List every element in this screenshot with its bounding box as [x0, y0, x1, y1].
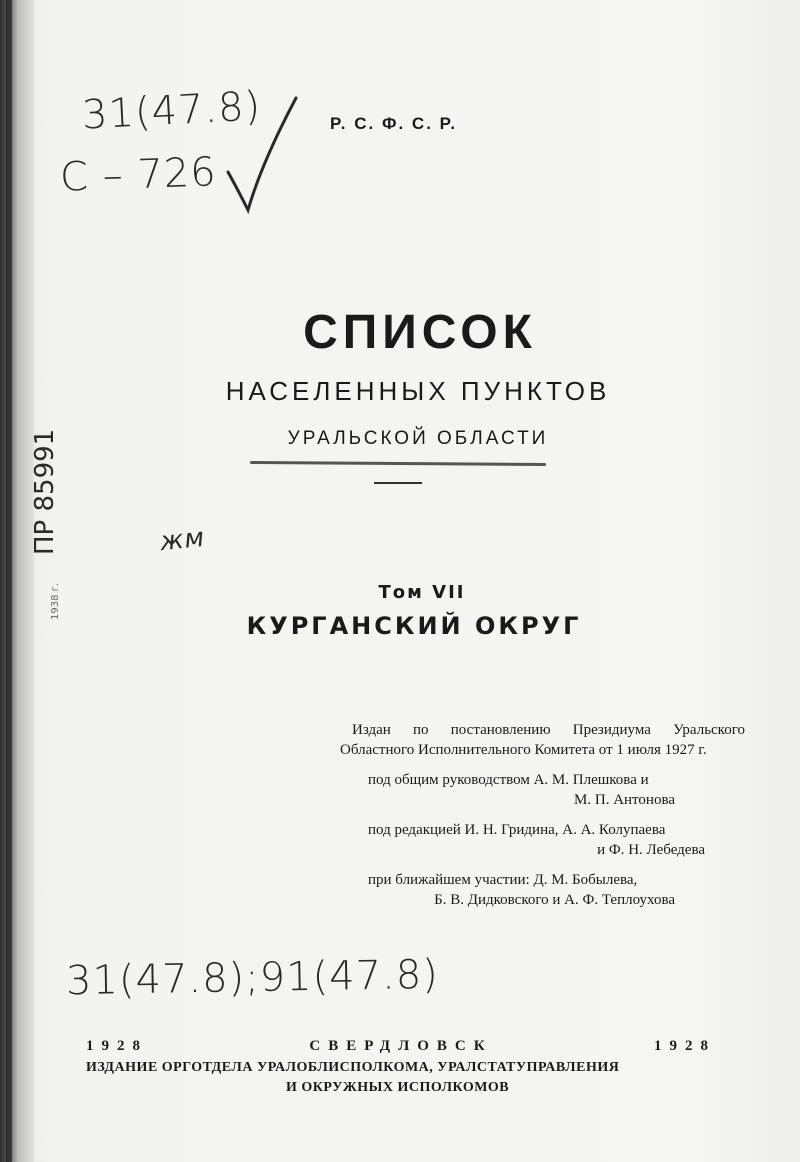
inventory-stamp: ПР 85991 — [30, 428, 60, 555]
credits-block — [340, 720, 745, 920]
country-header: Р. С. Ф. С. Р. — [330, 114, 458, 133]
imprint-city: СВЕРДЛОВСК — [309, 1038, 493, 1054]
book-subtitle-1: НАСЕЛЕННЫХ ПУНКТОВ — [225, 376, 611, 406]
book-subtitle-2: УРАЛЬСКОЙ ОБЛАСТИ — [287, 428, 549, 449]
volume-name: КУРГАНСКИЙ ОКРУГ — [246, 612, 582, 640]
book-title: СПИСОК — [303, 306, 537, 359]
checkmark-icon — [222, 92, 302, 222]
handwritten-code-second: С – 726 — [59, 149, 218, 201]
editors-line1: под редакцией И. Н. Гридина, А. А. Колупаева — [368, 822, 666, 838]
stamp-year: 1938 г. — [50, 582, 61, 620]
general-direction-line1: под общим руководством А. М. Плешкова и — [368, 772, 649, 788]
year-right: 1928 — [654, 1038, 716, 1054]
issued-note: Издан по постановлению Президиума Уральского Областного Исполнительного Комитета от 1 июля 1927 г. — [340, 722, 745, 758]
participation-line2: Б. В. Дидковского и А. Ф. Теплоухова — [434, 892, 675, 908]
handwritten-code-top: 31(47.8) — [80, 83, 263, 139]
publisher — [86, 1058, 716, 1098]
publisher-line2: И ОКРУЖНЫХ ИСПОЛКОМОВ — [286, 1080, 510, 1095]
handdrawn-underline — [250, 461, 546, 466]
participation — [340, 870, 745, 910]
editors — [340, 820, 745, 860]
volume-label: Том VII — [378, 582, 466, 603]
year-left: 1928 — [86, 1038, 148, 1054]
publisher-line1: ИЗДАНИЕ ОРГОТДЕЛА УРАЛОБЛИСПОЛКОМА, УРАЛСТАТУПРАВЛЕНИЯ — [86, 1060, 620, 1075]
editors-line2: и Ф. Н. Лебедева — [597, 842, 705, 858]
handwritten-code-bottom: 31(47.8);91(47.8) — [65, 951, 440, 1005]
imprint-row — [86, 1038, 716, 1055]
handwritten-mark: жм — [158, 522, 207, 558]
participation-line1: при ближайшем участии: Д. М. Бобылева, — [368, 872, 638, 888]
title-divider — [374, 482, 422, 484]
general-direction-line2: М. П. Антонова — [574, 792, 675, 808]
binding-edge — [6, 0, 12, 1162]
general-direction — [340, 770, 745, 810]
